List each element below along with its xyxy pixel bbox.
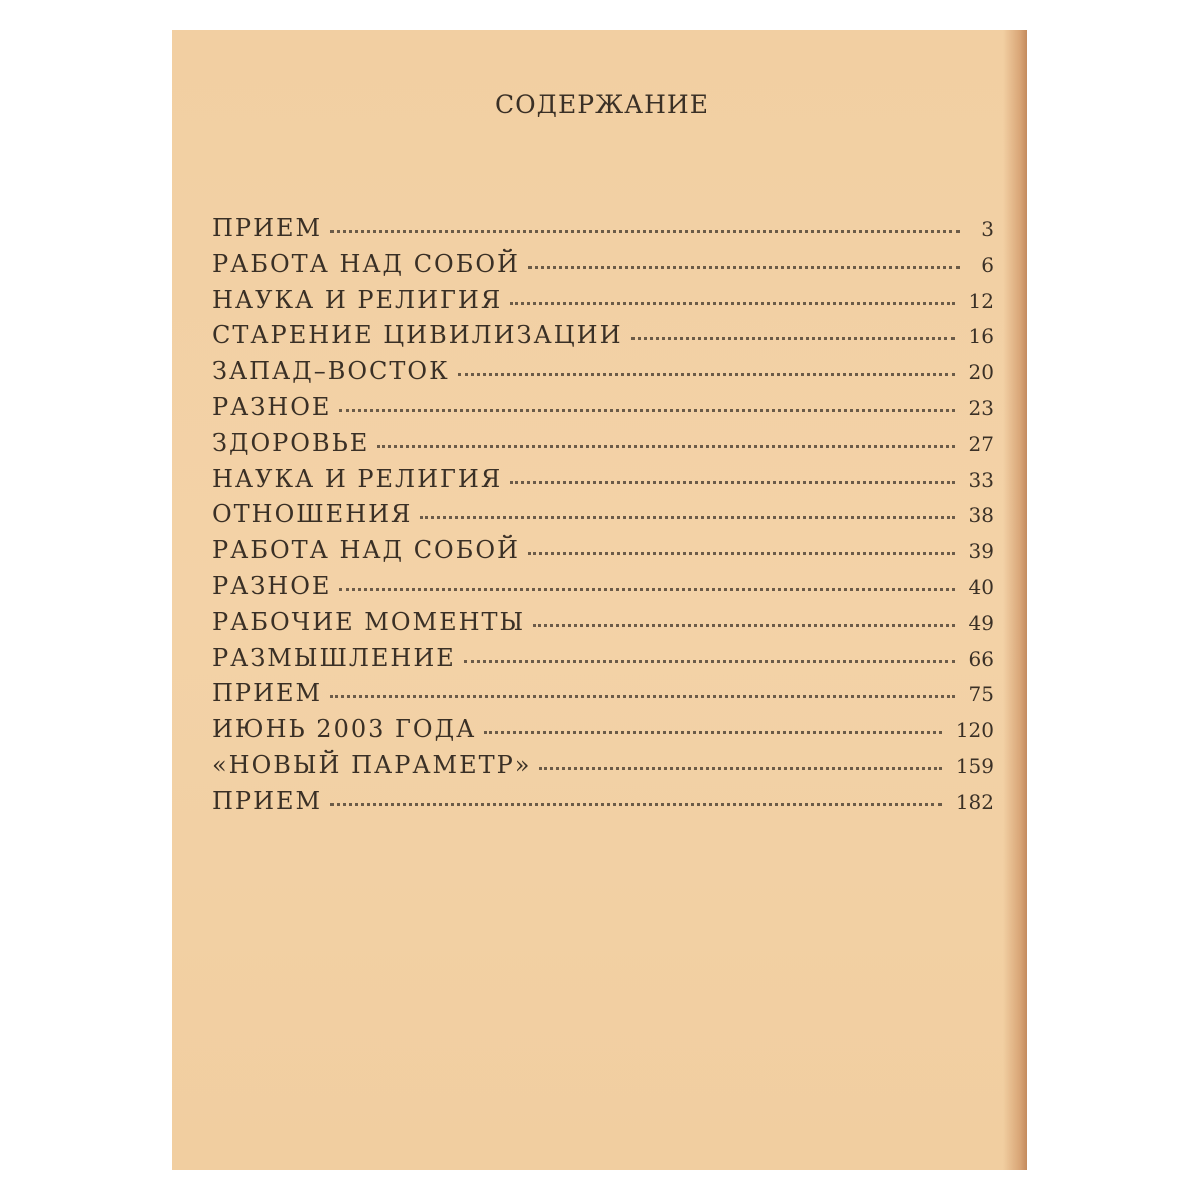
table-of-contents [212,214,994,823]
toc-entry-title: ЗАПАД–ВОСТОК [212,357,450,386]
toc-entry-title: РАЗНОЕ [212,571,332,600]
toc-entry-title: ОТНОШЕНИЯ [212,500,413,529]
toc-entry [212,751,994,787]
toc-leader-dots [528,552,955,555]
toc-leader-dots [330,695,954,698]
toc-entry-page: 23 [968,395,994,420]
toc-entry [212,465,994,501]
toc-entry-title: ПРИЕМ [212,679,323,708]
toc-entry [212,679,994,715]
toc-entry-title: РАЗНОЕ [212,392,332,421]
toc-entry-title: ПРИЕМ [212,214,323,242]
toc-leader-dots [510,302,954,305]
toc-leader-dots [330,230,960,233]
toc-entry-title: НАУКА И РЕЛИГИЯ [212,464,503,493]
toc-leader-dots [339,409,954,412]
toc-entry-title: РАБОТА НАД СОБОЙ [212,249,520,278]
contents-heading: СОДЕРЖАНИЕ [495,90,709,119]
toc-leader-dots [510,481,954,484]
toc-leader-dots [533,624,954,627]
toc-entry [212,787,994,823]
toc-entry-title: РАБОТА НАД СОБОЙ [212,536,520,565]
toc-entry-page: 159 [955,753,994,778]
toc-entry [212,393,994,429]
toc-entry [212,715,994,751]
toc-entry-page: 40 [968,574,994,599]
toc-leader-dots [339,588,954,591]
toc-entry [212,429,994,465]
toc-entry-title: НАУКА И РЕЛИГИЯ [212,285,503,314]
toc-entry-title: РАЗМЫШЛЕНИЕ [212,643,456,672]
toc-entry-page: 38 [968,503,994,528]
toc-entry [212,286,994,322]
toc-entry [212,321,994,357]
toc-entry [212,644,994,680]
toc-leader-dots [539,767,941,770]
toc-leader-dots [458,373,955,376]
toc-entry-title: ПРИЕМ [212,786,323,815]
toc-leader-dots [377,445,954,448]
toc-entry-page: 6 [981,252,994,277]
toc-entry-page: 39 [968,539,994,564]
toc-leader-dots [631,337,955,340]
toc-entry-page: 3 [981,217,994,241]
toc-entry-page: 20 [968,360,994,385]
toc-entry-page: 66 [968,646,994,671]
book-page [172,30,1027,1170]
toc-entry [212,536,994,572]
toc-entry-page: 120 [955,718,994,743]
toc-entry [212,608,994,644]
toc-leader-dots [528,266,960,269]
toc-leader-dots [464,660,955,663]
toc-entry-page: 16 [968,324,994,349]
toc-entry-page: 27 [968,431,994,456]
toc-entry [212,250,994,286]
toc-entry-page: 33 [968,467,994,492]
toc-leader-dots [420,516,954,519]
toc-entry-page: 12 [968,288,994,313]
toc-entry [212,357,994,393]
toc-entry-title: ЗДОРОВЬЕ [212,428,370,457]
toc-entry-title: СТАРЕНИЕ ЦИВИЛИЗАЦИИ [212,321,623,350]
toc-entry-title: «НОВЫЙ ПАРАМЕТР» [212,750,532,779]
toc-entry-page: 49 [968,610,994,635]
toc-leader-dots [330,803,942,806]
toc-entry-title: ИЮНЬ 2003 ГОДА [212,715,477,744]
toc-entry [212,572,994,608]
toc-entry [212,214,994,250]
toc-entry-page: 182 [955,789,994,814]
toc-leader-dots [484,731,942,734]
toc-entry-page: 75 [968,682,994,707]
toc-entry [212,500,994,536]
toc-entry-title: РАБОЧИЕ МОМЕНТЫ [212,607,526,636]
